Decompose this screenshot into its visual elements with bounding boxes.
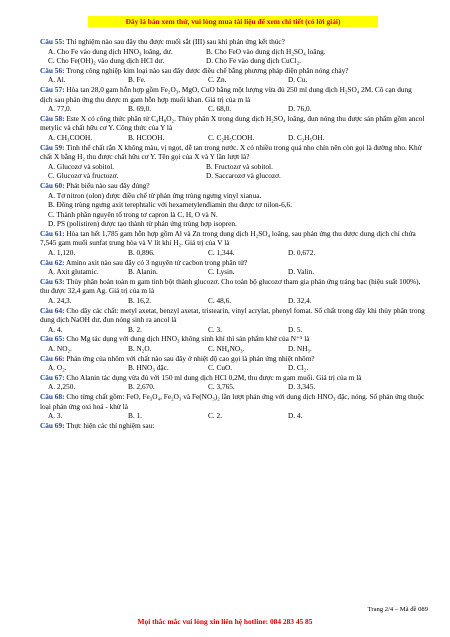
answer-option[interactable]: A. Tơ nitron (olon) được điều chế từ phản ứng trùng ngưng vinyl xianua. — [48, 190, 262, 200]
question-block — [40, 354, 426, 373]
question-stem — [40, 85, 426, 104]
question-text: Amino axit nào sau đây có 3 nguyên tử cacbon trong phân tử? — [65, 257, 248, 267]
question-number: Câu 68: — [40, 391, 65, 401]
answer-options — [40, 133, 426, 143]
answer-option[interactable]: A. 1,120. — [48, 248, 76, 258]
answer-option[interactable]: D. 3,345. — [288, 382, 316, 392]
answer-option[interactable]: C. 48,6. — [208, 296, 232, 306]
question-stem — [40, 373, 426, 383]
answer-option[interactable]: B. Fructozơ và sobitol. — [206, 161, 273, 171]
question-number: Câu 67: — [40, 372, 65, 382]
answer-options — [40, 344, 426, 354]
answer-option[interactable]: C. Glucozơ và fructozơ. — [48, 171, 119, 181]
question-text: Thủy phân hoàn toàn m gam tinh bột thành glucozơ. Cho toàn bộ glucozơ tham gia phản ứng tráng bạc (hiệu suất 100%), thu được 32,4 gam Ag. Giá trị của m là — [40, 276, 421, 296]
question-text: Cho dãy các chất: metyl axetat, benzyl axetat, tristearin, vinyl acrylat, phenyl fomat. Số chất trong dãy khi thủy phân trong dung dịch NaOH dư, đun nóng sinh ra ancol là — [40, 305, 425, 325]
answer-option[interactable]: D. NH₃. — [288, 344, 312, 353]
answer-option[interactable]: C. C₂H₅COOH. — [208, 132, 255, 142]
answer-option[interactable]: D. Cho Fe vào dung dịch CuCl₂. — [206, 56, 301, 66]
question-text: Cho Mg tác dụng với dung dịch HNO₃ không sinh khí thì sản phẩm khử của N⁺⁵ là — [66, 334, 310, 344]
answer-option[interactable]: B. HCOOH. — [128, 132, 165, 142]
answer-options — [40, 162, 426, 181]
question-stem — [40, 258, 426, 268]
question-stem — [40, 392, 426, 411]
answer-option[interactable]: B. HNO₃ đặc. — [128, 363, 169, 373]
answer-option[interactable]: D. PS (polistiren) được tạo thành từ phản ứng trùng hợp isopren. — [48, 219, 237, 229]
answer-option[interactable]: C. 3,765. — [208, 382, 235, 392]
question-stem — [40, 66, 426, 76]
question-text: Este X có công thức phân tử C₄H₈O₂. Thủy phân X trong dung dịch H₂SO₄ loãng, đun nóng thu được sản phẩm gồm ancol metylic và chất hữu cơ Y. Công thức của Y là — [40, 113, 425, 133]
question-text: Phản ứng của nhôm với chất nào sau đây ở nhiệt độ cao gọi là phản ứng nhiệt nhôm? — [66, 353, 315, 363]
answer-option[interactable]: C. CuO. — [208, 363, 233, 373]
question-number: Câu 64: — [40, 305, 65, 315]
question-text: Tinh thể chất rắn X không màu, vị ngọt, dễ tan trong nước. X có nhiều trong quả nho chín nên còn gọi là đường nho. Khử chất X bằng H₂ thu được chất hữu cơ Y. Tên gọi của X và Y lần lượt là? — [40, 142, 422, 162]
question-stem — [40, 114, 426, 133]
question-block — [40, 421, 426, 431]
question-text: Phát biểu nào sau đây đúng? — [66, 180, 150, 190]
question-text: Thực hiện các thí nghiệm sau: — [66, 420, 155, 430]
question-stem — [40, 354, 426, 364]
question-block — [40, 277, 426, 306]
question-stem — [40, 421, 426, 431]
answer-option[interactable]: D. Valin. — [288, 267, 315, 277]
question-text: Thí nghiệm nào sau đây thu được muối sắt (III) sau khi phản ứng kết thúc? — [66, 37, 285, 46]
question-number: Câu 56: — [40, 65, 65, 75]
question-number: Câu 59: — [40, 142, 65, 152]
answer-option[interactable]: D. 5. — [288, 324, 303, 334]
question-block — [40, 334, 426, 353]
question-block — [40, 37, 426, 66]
answer-option[interactable]: B. Cho FeO vào dung dịch H₂SO₄ loãng. — [206, 46, 326, 56]
answer-option[interactable]: A. Cho Fe vào dung dịch HNO₃ loãng, dư. — [48, 46, 173, 56]
answer-option[interactable]: B. 0,896. — [128, 248, 155, 258]
answer-option[interactable]: A. 77,0. — [48, 104, 72, 114]
answer-option[interactable]: B. 69,0. — [128, 104, 152, 114]
answer-option[interactable]: A. 4. — [48, 324, 63, 334]
question-block — [40, 373, 426, 392]
question-number: Câu 55: — [40, 37, 65, 46]
answer-option[interactable]: C. 1,344. — [208, 248, 235, 258]
answer-options — [40, 296, 426, 306]
answer-option[interactable]: C. 3. — [208, 324, 222, 334]
answer-option[interactable]: A. 2,250. — [48, 382, 76, 392]
question-block — [40, 85, 426, 114]
preview-banner: Đây là bản xem thử, vui lòng mua tài liệu để xem chi tiết (có lời giải) — [88, 16, 378, 27]
answer-options — [40, 75, 426, 85]
answer-option[interactable]: C. Thành phần nguyên tố trong tơ capron là C, H, O và N. — [48, 209, 218, 219]
answer-option[interactable]: C. 2. — [208, 411, 222, 421]
answer-option[interactable]: D. Cu. — [288, 75, 308, 85]
question-block — [40, 143, 426, 181]
question-stem — [40, 143, 426, 162]
answer-option[interactable]: A. O₂. — [48, 363, 67, 373]
question-number: Câu 66: — [40, 353, 65, 363]
question-number: Câu 58: — [40, 113, 65, 123]
answer-option[interactable]: D. 0,672. — [288, 248, 316, 258]
answer-option[interactable]: D. Cl₂. — [288, 363, 309, 373]
question-number: Câu 60: — [40, 180, 65, 190]
answer-option[interactable]: C. Zn. — [208, 75, 227, 85]
question-stem — [40, 181, 426, 191]
question-block — [40, 306, 426, 335]
answer-option[interactable]: B. 16,2. — [128, 296, 152, 306]
question-text: Cho từng chất gồm: FeO, Fe₃O₄, Fe₂O₃ và Fe(NO₃)₂ lần lượt phản ứng với dung dịch HNO₃ đặc, nóng. Số phản ứng thuộc loại phản ứng oxi hoá - khử là — [40, 391, 425, 411]
answer-option[interactable]: A. NO₂. — [48, 344, 72, 353]
question-block — [40, 229, 426, 258]
answer-option[interactable]: B. 2. — [128, 324, 142, 334]
answer-options — [40, 411, 426, 421]
answer-option[interactable]: A. CH₃COOH. — [48, 132, 93, 142]
answer-options — [40, 104, 426, 114]
answer-option[interactable]: A. Glucozơ và sobitol. — [48, 161, 115, 171]
question-number: Câu 57: — [40, 84, 65, 94]
question-stem — [40, 229, 426, 248]
answer-option[interactable]: B. 2,670. — [128, 382, 155, 392]
question-number: Câu 61: — [40, 228, 65, 238]
question-text: Hòa tan hết 1,785 gam hỗn hợp gồm Al và Zn trong dung dịch H₂SO₄ loãng, sau phản ứng thu được dung dịch chỉ chứa 7,545 gam muối sunfat trung hòa và V lít khí H₂. Giá trị của V là — [40, 228, 416, 248]
answer-option[interactable]: C. NH₄NO₃. — [208, 344, 245, 353]
answer-option[interactable]: A. Axit glutamic. — [48, 267, 99, 277]
question-text: Hòa tan 28,0 gam hỗn hợp gồm Fe₂O₃, MgO, CuO bằng một lượng vừa đủ 250 ml dung dịch H₂SO₄ 2M. Cô cạn dung dịch sau phản ứng thu được m gam hỗn hợp muối khan. Giá trị của m là — [40, 84, 412, 104]
question-block — [40, 66, 426, 85]
answer-option[interactable]: B. Alanin. — [128, 267, 158, 277]
answer-option[interactable]: B. 1. — [128, 411, 142, 421]
question-block — [40, 392, 426, 421]
page-number: Trang 2/4 – Mã đề 089 — [367, 606, 428, 613]
question-stem — [40, 277, 426, 296]
question-number: Câu 69: — [40, 420, 65, 430]
hotline-footer[interactable]: Mọi thắc mắc vui lòng xin liên hệ hotline: 084 283 45 85 — [137, 617, 313, 626]
question-number: Câu 62: — [40, 257, 65, 267]
answer-options — [40, 267, 426, 277]
answer-option[interactable]: D. Saccarozơ và glucozơ. — [206, 171, 281, 181]
answer-options — [40, 325, 426, 335]
question-number: Câu 63: — [40, 276, 65, 286]
answer-option[interactable]: C. Lysin. — [208, 267, 235, 277]
answer-option[interactable]: D. 4. — [288, 411, 303, 421]
answer-option[interactable]: D. C₂H₅OH. — [288, 132, 325, 142]
answer-option[interactable]: A. Al. — [48, 75, 66, 85]
answer-options — [40, 47, 426, 66]
answer-option[interactable]: D. 76,0. — [288, 104, 312, 114]
question-stem — [40, 334, 426, 344]
question-block — [40, 181, 426, 229]
question-list — [40, 37, 426, 430]
question-block — [40, 114, 426, 143]
answer-options — [40, 363, 426, 373]
answer-options — [40, 382, 426, 392]
answer-option[interactable]: C. Cho Fe(OH)₂ vào dung dịch HCl dư. — [48, 56, 165, 66]
answer-option[interactable]: D. 32,4. — [288, 296, 312, 306]
question-block — [40, 258, 426, 277]
answer-options — [40, 248, 426, 258]
answer-option[interactable]: B. Fe. — [128, 75, 146, 85]
answer-option[interactable]: C. 68,0. — [208, 104, 232, 114]
answer-option[interactable]: A. 24,3. — [48, 296, 72, 306]
question-stem — [40, 306, 426, 325]
question-text: Trong công nghiệp kim loại nào sau đây được điều chế bằng phương pháp điện phân nóng chảy? — [66, 65, 349, 75]
question-text: Cho Alanin tác dụng vừa đủ với 150 ml dung dịch HCl 0,2M, thu được m gam muối. Giá trị của m là — [66, 372, 362, 382]
question-stem — [40, 37, 426, 47]
answer-options — [40, 191, 426, 229]
answer-option[interactable]: B. Đồng trùng ngưng axit terephtalic với hexametylenđiamin thu được tơ nilon-6,6. — [48, 200, 293, 210]
question-number: Câu 65: — [40, 334, 65, 344]
answer-option[interactable]: B. N₂O. — [128, 344, 152, 353]
answer-option[interactable]: A. 3. — [48, 411, 63, 421]
